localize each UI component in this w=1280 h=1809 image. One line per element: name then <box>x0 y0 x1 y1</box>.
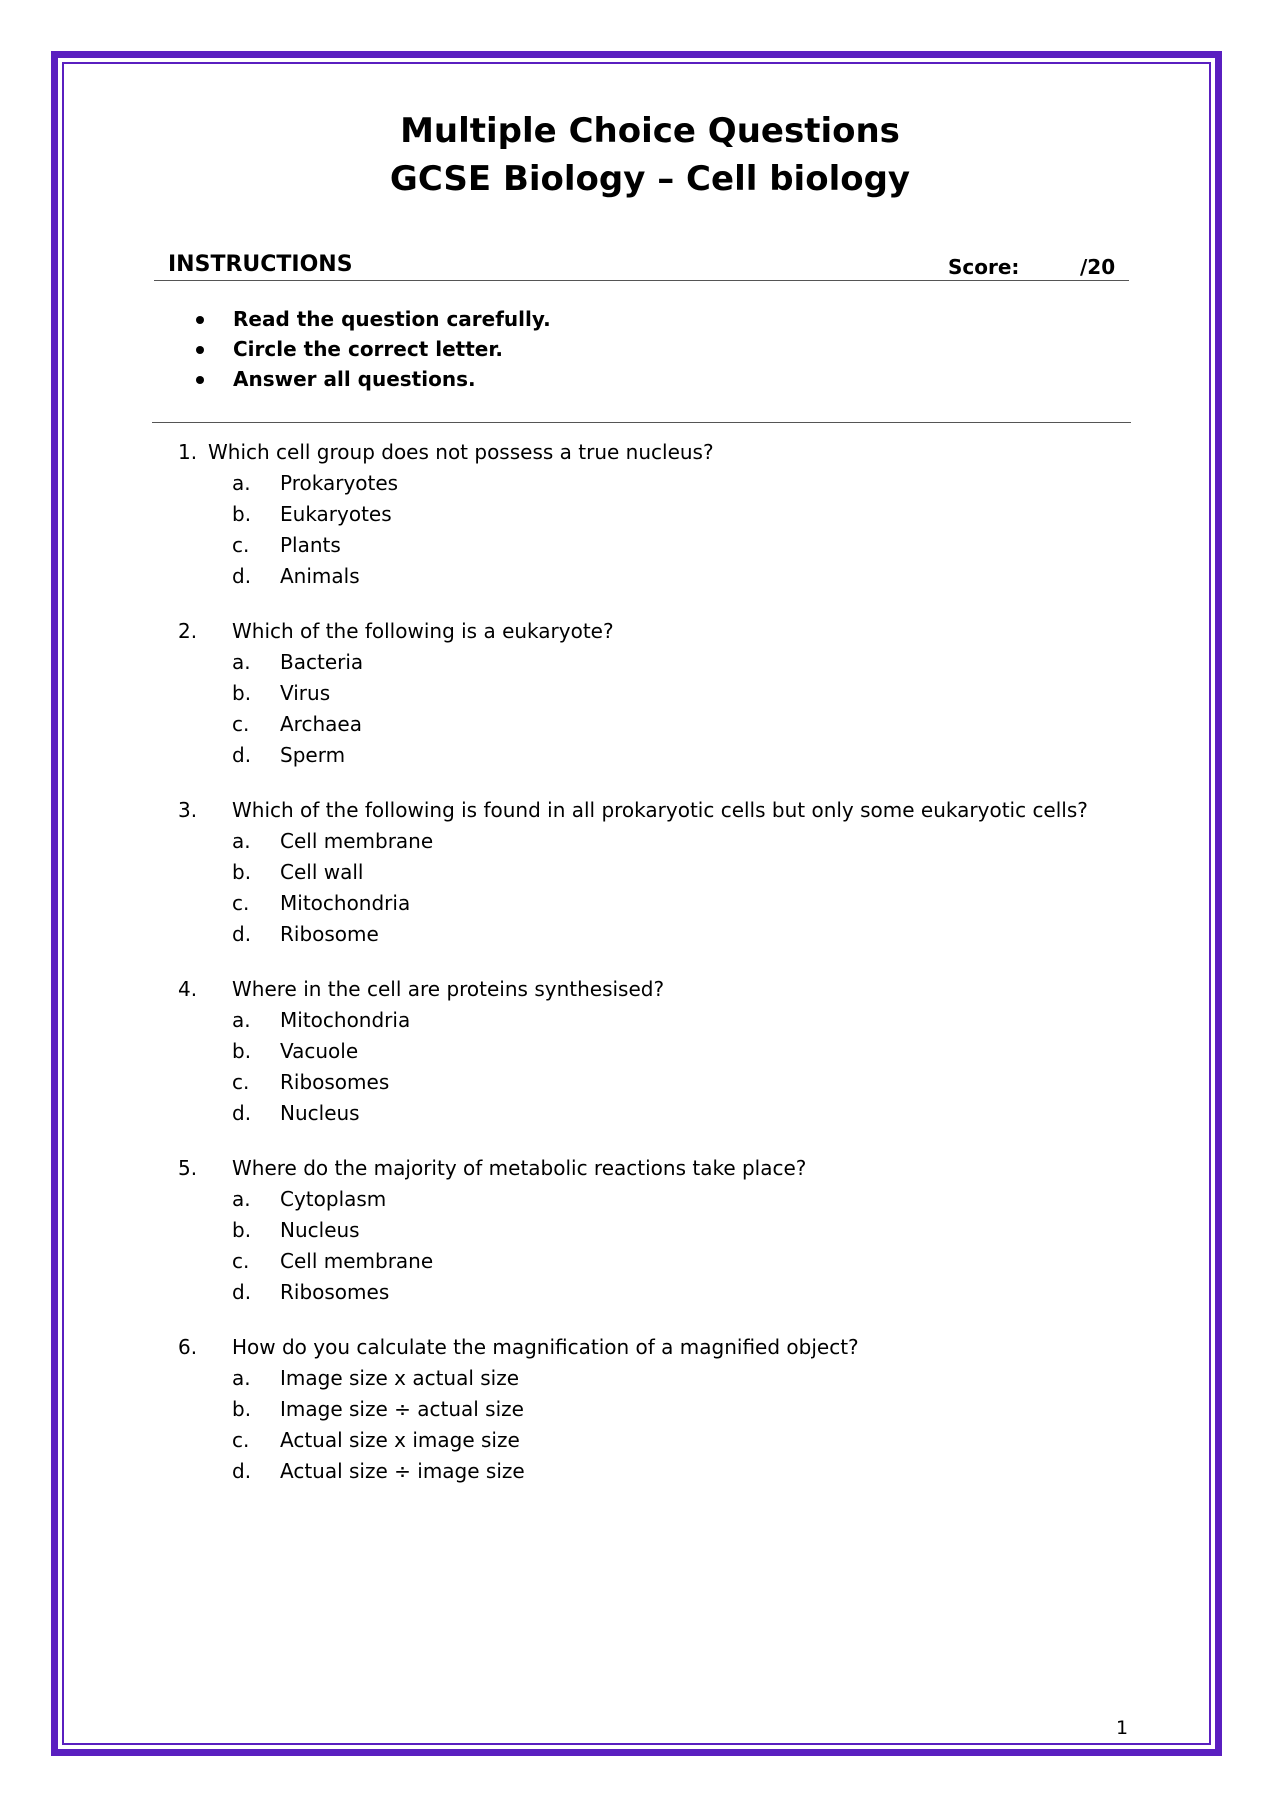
bullet-icon <box>196 346 204 354</box>
option-letter[interactable]: b. <box>232 681 252 705</box>
answer-option[interactable] <box>176 530 1126 561</box>
answer-option[interactable] <box>176 1005 1126 1036</box>
answer-option[interactable] <box>176 561 1126 592</box>
answer-option[interactable] <box>176 1036 1126 1067</box>
answer-option[interactable] <box>176 709 1126 740</box>
question-text: Where in the cell are proteins synthesised? <box>232 977 665 1001</box>
instructions-list <box>190 304 551 394</box>
option-text: Image size ÷ actual size <box>280 1397 524 1421</box>
page-title: Multiple Choice Questions <box>400 111 900 151</box>
question-line <box>176 1153 1126 1184</box>
option-letter[interactable]: d. <box>232 1101 252 1125</box>
option-letter[interactable]: b. <box>232 860 252 884</box>
option-letter[interactable]: a. <box>232 1008 251 1032</box>
option-text: Archaea <box>280 712 362 736</box>
option-text: Plants <box>280 533 341 557</box>
page-number: 1 <box>1116 1717 1129 1739</box>
option-letter[interactable]: a. <box>232 471 251 495</box>
option-letter[interactable]: b. <box>232 1218 252 1242</box>
question-line <box>176 616 1126 647</box>
page-subtitle: GCSE Biology – Cell biology <box>389 159 911 199</box>
answer-option[interactable] <box>176 678 1126 709</box>
answer-option[interactable] <box>176 1184 1126 1215</box>
question-number: 6. <box>178 1335 198 1359</box>
answer-option[interactable] <box>176 499 1126 530</box>
question-line <box>176 974 1126 1005</box>
question-text: Which cell group does not possess a true nucleus? <box>208 440 714 464</box>
option-text: Actual size ÷ image size <box>280 1459 525 1483</box>
option-letter[interactable]: c. <box>232 533 250 557</box>
questions-list <box>176 437 1126 1511</box>
option-letter[interactable]: c. <box>232 1428 250 1452</box>
option-text: Cell membrane <box>280 829 434 853</box>
question-2 <box>176 616 1126 771</box>
option-text: Sperm <box>280 743 346 767</box>
option-letter[interactable]: d. <box>232 564 252 588</box>
option-text: Ribosome <box>280 922 379 946</box>
option-text: Actual size x image size <box>280 1428 520 1452</box>
question-3 <box>176 795 1126 950</box>
option-text: Cell wall <box>280 860 364 884</box>
option-text: Nucleus <box>280 1101 360 1125</box>
option-letter[interactable]: c. <box>232 1249 250 1273</box>
question-number: 2. <box>178 619 198 643</box>
question-line <box>176 437 1126 468</box>
score-label: Score: <box>948 255 1020 279</box>
question-number: 5. <box>178 1156 198 1180</box>
score-total: /20 <box>1080 255 1116 279</box>
answer-option[interactable] <box>176 1394 1126 1425</box>
answer-option[interactable] <box>176 1215 1126 1246</box>
option-letter[interactable]: c. <box>232 712 250 736</box>
option-letter[interactable]: b. <box>232 1397 252 1421</box>
answer-option[interactable] <box>176 1456 1126 1487</box>
option-text: Mitochondria <box>280 891 411 915</box>
answer-option[interactable] <box>176 919 1126 950</box>
bullet-icon <box>196 376 204 384</box>
option-letter[interactable]: d. <box>232 743 252 767</box>
answer-option[interactable] <box>176 1363 1126 1394</box>
answer-option[interactable] <box>176 647 1126 678</box>
answer-option[interactable] <box>176 468 1126 499</box>
option-text: Mitochondria <box>280 1008 411 1032</box>
answer-option[interactable] <box>176 826 1126 857</box>
instruction-item: Read the question carefully. <box>190 304 551 334</box>
answer-option[interactable] <box>176 1246 1126 1277</box>
option-letter[interactable]: b. <box>232 1039 252 1063</box>
option-letter[interactable]: d. <box>232 922 252 946</box>
question-line <box>176 795 1126 826</box>
option-letter[interactable]: a. <box>232 1187 251 1211</box>
option-letter[interactable]: c. <box>232 891 250 915</box>
bullet-icon <box>196 316 204 324</box>
option-text: Eukaryotes <box>280 502 392 526</box>
instruction-item: Circle the correct letter. <box>190 334 551 364</box>
option-letter[interactable]: a. <box>232 1366 251 1390</box>
question-6 <box>176 1332 1126 1487</box>
answer-option[interactable] <box>176 1425 1126 1456</box>
option-letter[interactable]: c. <box>232 1070 250 1094</box>
question-1 <box>176 437 1126 592</box>
option-text: Virus <box>280 681 331 705</box>
question-text: Which of the following is found in all prokaryotic cells but only some eukaryotic cells? <box>232 798 1088 822</box>
answer-option[interactable] <box>176 1098 1126 1129</box>
option-text: Animals <box>280 564 360 588</box>
question-line <box>176 1332 1126 1363</box>
question-5 <box>176 1153 1126 1308</box>
option-text: Nucleus <box>280 1218 360 1242</box>
instructions-heading: INSTRUCTIONS <box>168 252 353 277</box>
option-text: Prokaryotes <box>280 471 399 495</box>
answer-option[interactable] <box>176 888 1126 919</box>
option-letter[interactable]: a. <box>232 650 251 674</box>
option-text: Bacteria <box>280 650 364 674</box>
option-letter[interactable]: b. <box>232 502 252 526</box>
option-letter[interactable]: d. <box>232 1280 252 1304</box>
question-number: 4. <box>178 977 198 1001</box>
option-text: Image size x actual size <box>280 1366 520 1390</box>
question-text: Which of the following is a eukaryote? <box>232 619 614 643</box>
answer-option[interactable] <box>176 1067 1126 1098</box>
question-text: How do you calculate the magnification of a magnified object? <box>232 1335 859 1359</box>
section-divider <box>152 422 1131 423</box>
answer-option[interactable] <box>176 740 1126 771</box>
question-4 <box>176 974 1126 1129</box>
option-text: Vacuole <box>280 1039 359 1063</box>
question-text: Where do the majority of metabolic reactions take place? <box>232 1156 807 1180</box>
instructions-rule <box>154 280 1129 281</box>
option-letter[interactable]: d. <box>232 1459 252 1483</box>
question-number: 1. <box>178 440 198 464</box>
question-number: 3. <box>178 798 198 822</box>
option-letter[interactable]: a. <box>232 829 251 853</box>
answer-option[interactable] <box>176 857 1126 888</box>
instruction-item: Answer all questions. <box>190 364 551 394</box>
option-text: Ribosomes <box>280 1070 390 1094</box>
option-text: Ribosomes <box>280 1280 390 1304</box>
option-text: Cell membrane <box>280 1249 434 1273</box>
option-text: Cytoplasm <box>280 1187 387 1211</box>
answer-option[interactable] <box>176 1277 1126 1308</box>
